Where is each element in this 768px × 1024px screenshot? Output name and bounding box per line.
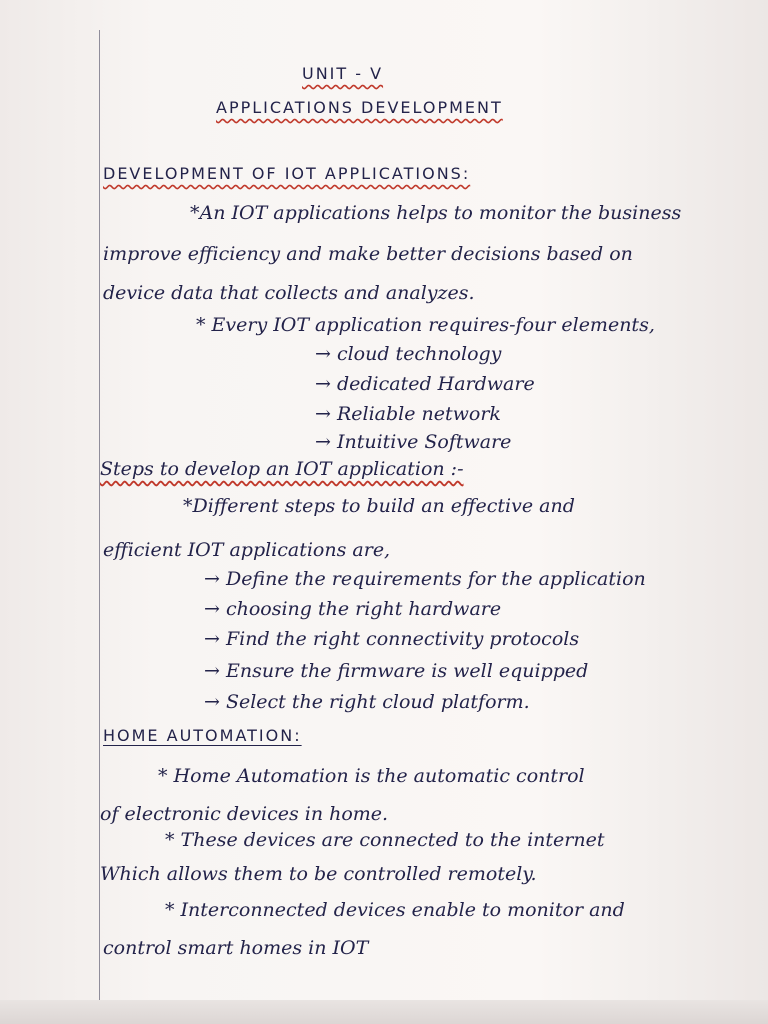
section1-bullet-3: → Reliable network [315, 403, 501, 425]
section2-bullet-5: → Select the right cloud platform. [204, 691, 530, 713]
page-bottom-edge [0, 1000, 768, 1024]
section2-line-1: *Different steps to build an effective and [183, 495, 575, 517]
section1-line-4: * Every IOT application requires-four elements, [196, 314, 655, 336]
section2-bullet-3: → Find the right connectivity protocols [204, 628, 580, 650]
section2-bullet-4: → Ensure the firmware is well equipped [204, 660, 589, 682]
section2-bullet-1: → Define the requirements for the application [204, 568, 646, 590]
section3-heading: HOME AUTOMATION: [103, 726, 302, 745]
section3-line-1: * Home Automation is the automatic control [158, 765, 585, 787]
section2-line-2: efficient IOT applications are, [103, 539, 391, 561]
unit-title: UNIT - V [302, 64, 384, 83]
page-subtitle: APPLICATIONS DEVELOPMENT [216, 98, 503, 117]
section1-line-2: improve efficiency and make better decisions based on [103, 243, 633, 265]
section1-heading: DEVELOPMENT OF IOT APPLICATIONS: [103, 164, 471, 183]
section3-line-4: Which allows them to be controlled remotely. [100, 863, 537, 885]
section3-line-5: * Interconnected devices enable to monitor and [165, 899, 625, 921]
section1-bullet-4: → Intuitive Software [315, 431, 512, 453]
section3-line-3: * These devices are connected to the internet [165, 829, 605, 851]
section1-bullet-1: → cloud technology [315, 343, 502, 365]
section1-line-1: *An IOT applications helps to monitor the business [190, 202, 682, 224]
section1-bullet-2: → dedicated Hardware [315, 373, 535, 395]
section3-line-2: of electronic devices in home. [100, 803, 389, 825]
section1-line-3: device data that collects and analyzes. [103, 282, 475, 304]
section2-heading: Steps to develop an IOT application :- [100, 458, 464, 480]
section3-line-6: control smart homes in IOT [103, 937, 369, 959]
section2-bullet-2: → choosing the right hardware [204, 598, 502, 620]
